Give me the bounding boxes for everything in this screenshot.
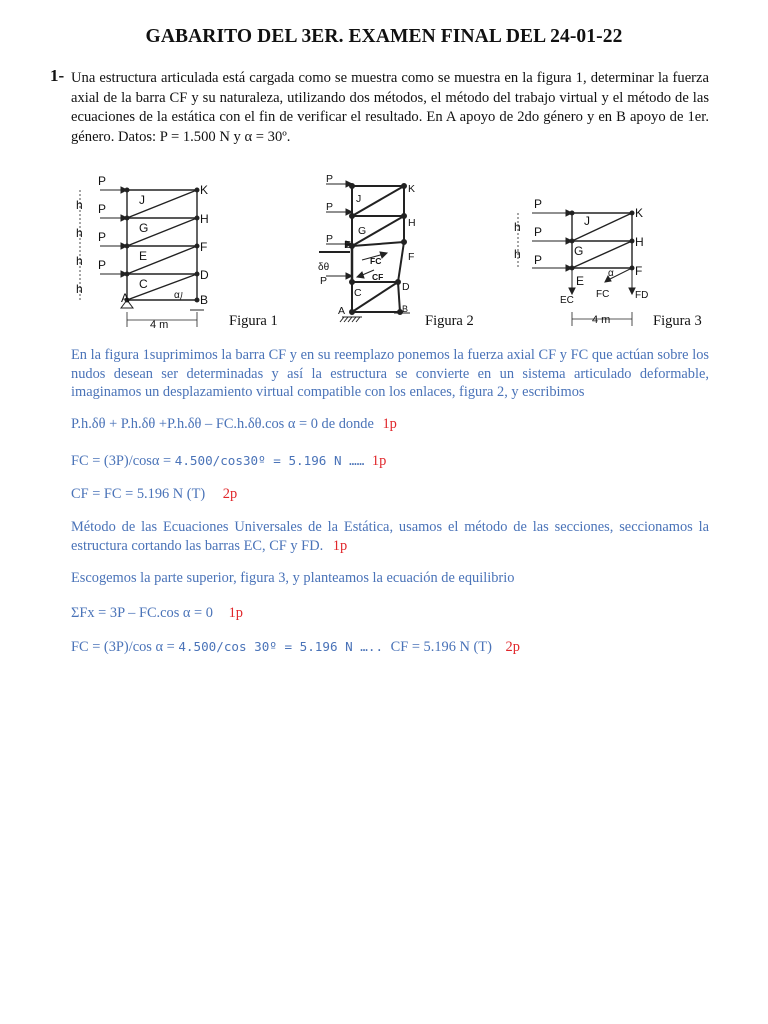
figure-2-caption: Figura 2 <box>425 313 474 329</box>
node-label: K <box>635 206 644 220</box>
height-label: h <box>76 198 83 212</box>
node-label: C <box>354 287 362 299</box>
load-label: P <box>326 233 334 245</box>
node-label: G <box>139 221 149 235</box>
equation-text: P.h.δθ + P.h.δθ +P.h.δθ – FC.h.δθ.cos α = 0 de donde <box>71 416 374 432</box>
node-label: J <box>139 193 145 207</box>
node-label: A <box>338 305 346 317</box>
equation-text: FC = (3P)/cos α = <box>71 639 179 655</box>
question-number: 1- <box>50 66 65 85</box>
load-label: P <box>534 225 543 239</box>
node-label: F <box>635 264 643 278</box>
node-label: C <box>139 277 148 291</box>
node-label: F <box>200 240 208 254</box>
node-label: F <box>408 251 415 263</box>
points-badge: 1p <box>371 453 387 469</box>
load-label: P <box>320 275 328 287</box>
height-label: h <box>76 254 83 268</box>
node-label: J <box>584 214 590 228</box>
load-label: P <box>326 173 334 185</box>
equation-text: CF = FC = 5.196 N (T) <box>71 486 206 502</box>
figure-1 <box>72 172 222 332</box>
height-label: h <box>514 247 521 261</box>
equation-virtual-work <box>71 415 709 434</box>
points-badge: 1p <box>382 416 397 432</box>
node-label: K <box>408 183 416 195</box>
solution-paragraph-3: Escogemos la parte superior, figura 3, y planteamos la ecuación de equilibrio <box>71 570 515 586</box>
height-label: h <box>514 220 521 234</box>
force-label: FC <box>370 256 382 266</box>
paragraph-text: Método de las Ecuaciones Universales de la Estática, usamos el método de las secciones, seccionamos la estructura cortando las barras EC, CF y FD. <box>71 519 709 554</box>
load-label: P <box>534 253 543 267</box>
angle-label: α <box>608 268 614 279</box>
equation-cf-1 <box>71 485 709 504</box>
question-text: Una estructura articulada está cargada como se muestra como se muestra en la figura 1, determinar la fuerza axial de la barra CF y su naturaleza, utilizando dos métodos, el método del trabajo virtual y el método de las ecuaciones de la estática con el fin de verificar el resultado. En A apoyo de 2do género y en B apoyo de 1er. género. Datos: P = 1.500 N y α = 30º. <box>71 70 709 145</box>
node-label: G <box>358 225 367 237</box>
points-badge: 1p <box>332 537 348 554</box>
force-label: CF <box>372 272 384 282</box>
equation-fc-2 <box>71 638 709 657</box>
equation-text: FC = (3P)/cosα = <box>71 453 175 469</box>
points-badge: 1p <box>228 605 243 621</box>
page-title: GABARITO DEL 3ER. EXAMEN FINAL DEL 24-01-22 <box>145 26 623 47</box>
load-label: P <box>98 174 107 188</box>
points-badge: 2p <box>505 639 520 655</box>
node-label: J <box>356 193 362 205</box>
figure-2 <box>314 172 424 332</box>
span-label: 4 m <box>150 319 169 331</box>
node-label: D <box>402 281 410 293</box>
node-label: H <box>408 217 416 229</box>
height-label: h <box>76 282 83 296</box>
node-label: B <box>402 304 409 314</box>
figure-3-caption: Figura 3 <box>653 313 702 329</box>
force-label: EC <box>560 295 574 306</box>
node-label: D <box>200 268 209 282</box>
node-label: B <box>200 293 209 307</box>
solution-paragraph-1: En la figura 1suprimimos la barra CF y en su reemplazo ponemos la fuerza axial CF y FC que actúan sobre los nudos desean ser determinadas y así la estructura se convierte en un sistema articulado deformable, imaginamos un desplazamiento virtual compatible con los enlaces, figura 2, y escribimos <box>71 347 709 400</box>
load-label: P <box>98 258 107 272</box>
span-label: 4 m <box>592 314 611 326</box>
angle-label: α <box>174 290 180 301</box>
node-label: A <box>121 291 130 305</box>
solution-paragraph-2 <box>71 518 709 555</box>
node-label: E <box>576 274 585 288</box>
equation-sum-fx <box>71 604 709 623</box>
figure-1-caption: Figura 1 <box>229 313 278 329</box>
equation-text: 4.500/cos 30º = 5.196 N ….. <box>178 639 391 654</box>
equation-text: CF = 5.196 N (T) <box>390 639 492 655</box>
height-label: h <box>76 226 83 240</box>
node-label: E <box>344 239 352 251</box>
equation-text: ΣFx = 3P – FC.cos α = 0 <box>71 605 213 621</box>
load-label: P <box>326 201 334 213</box>
load-label: P <box>98 230 107 244</box>
node-label: E <box>139 249 148 263</box>
load-label: P <box>534 197 543 211</box>
theta-label: δθ <box>318 262 330 273</box>
equation-text: 4.500/cos30º = 5.196 N …… <box>174 453 372 468</box>
node-label: G <box>574 244 584 258</box>
force-label: FC <box>596 289 610 300</box>
node-label: H <box>635 235 644 249</box>
figure-3 <box>510 195 655 330</box>
node-label: H <box>200 212 209 226</box>
equation-fc-1 <box>71 452 709 471</box>
load-label: P <box>98 202 107 216</box>
node-label: K <box>200 183 209 197</box>
force-label: FD <box>635 290 649 301</box>
points-badge: 2p <box>222 486 238 502</box>
